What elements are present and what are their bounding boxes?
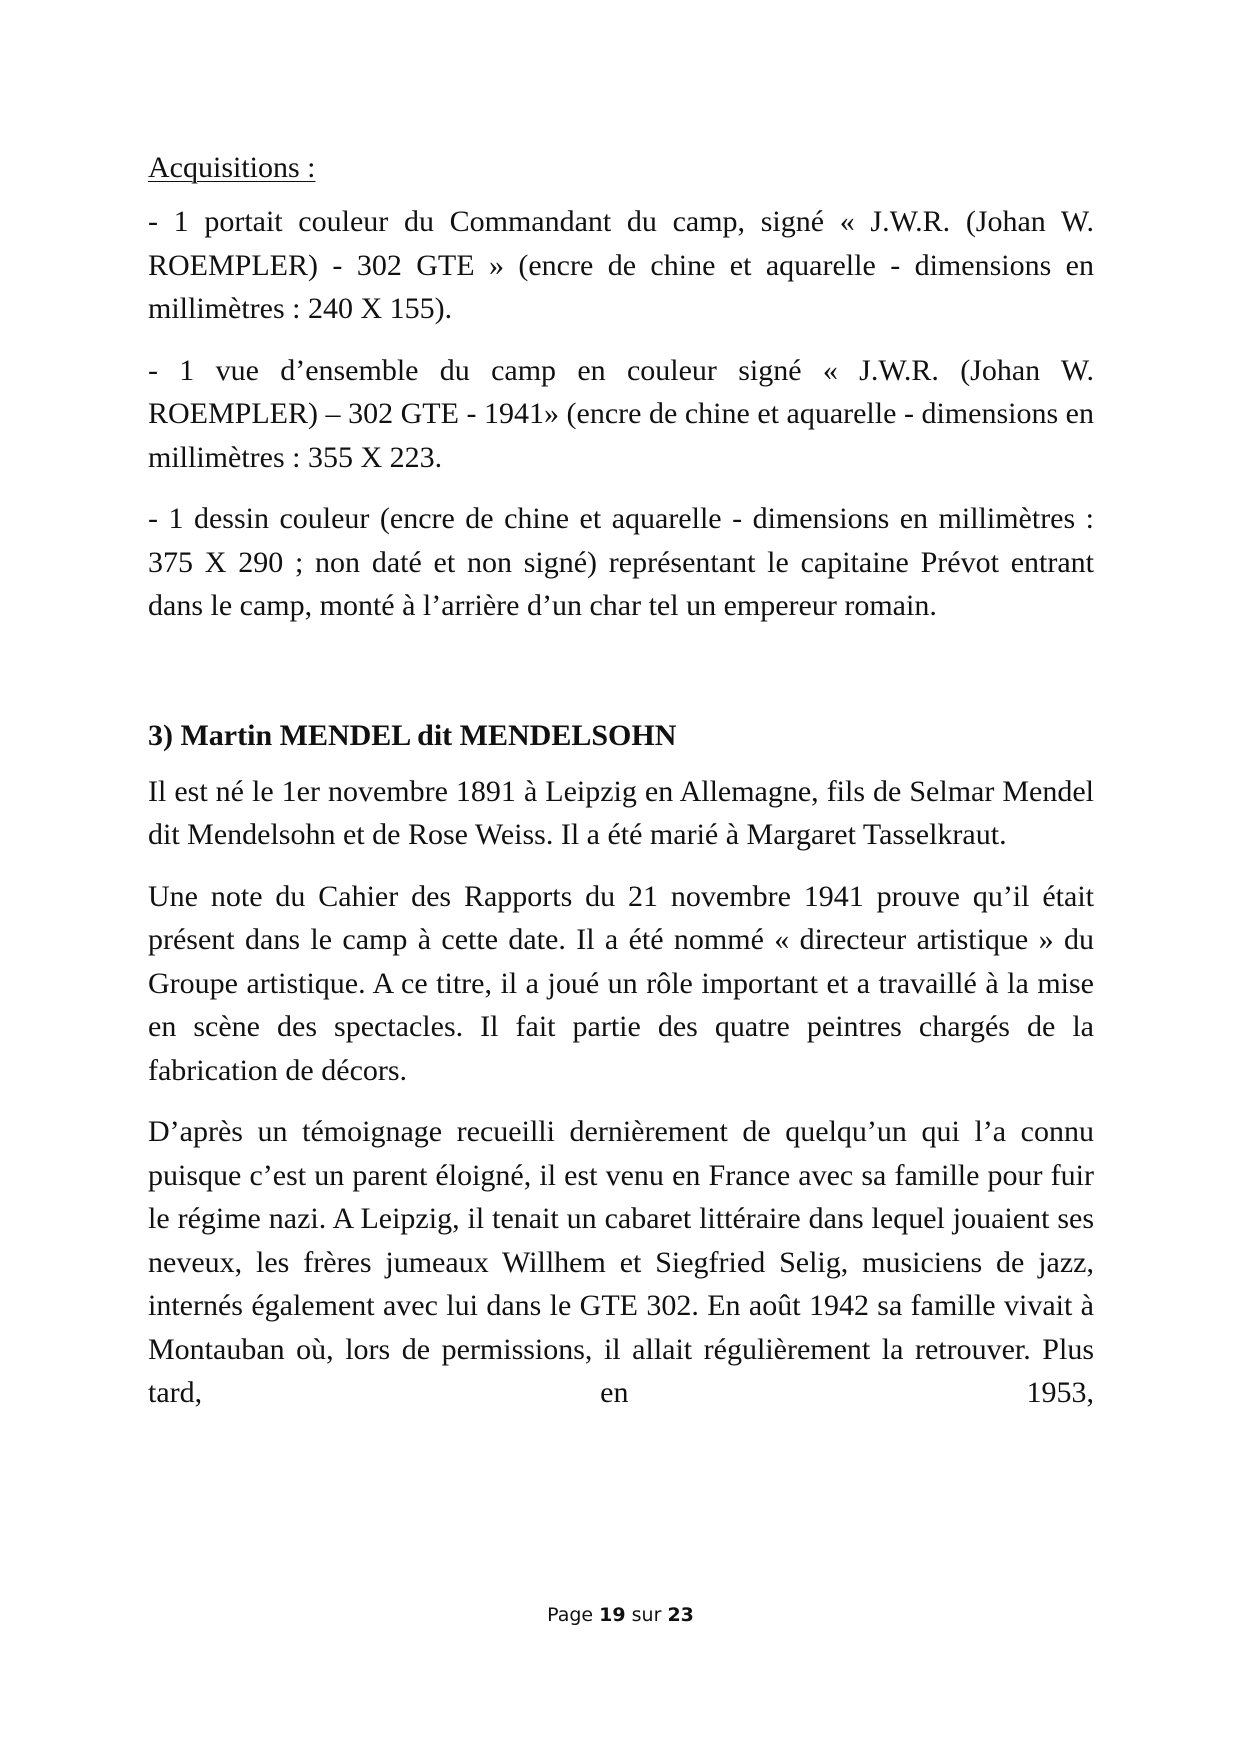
acquisitions-heading: Acquisitions : (148, 151, 316, 184)
footer-total-pages: 23 (667, 1604, 694, 1626)
acquisition-item-drawing: - 1 dessin couleur (encre de chine et aquarelle - dimensions en millimètres : 375 X 290 ; non daté et non signé) représentant le capitaine Prévot entrant dans le camp, monté à l’arrière d’un char tel un empereur romain. (148, 502, 1094, 622)
paragraph-testimony: D’après un témoignage recueilli dernièrement de quelqu’un qui l’a connu puisque c’est un parent éloigné, il est venu en France avec sa famille pour fuir le régime nazi. A Leipzig, il tenait un cabaret littéraire dans lequel jouaient ses neveux, les frères jumeaux Willhem et Siegfried Selig, musiciens de jazz, internés également avec lui dans le GTE 302. En août 1942 sa famille vivait à Montauban où, lors de permissions, il allait régulièrement la retrouver. Plus tard, en 1953, (148, 1115, 1094, 1409)
footer-of-word: sur (631, 1604, 662, 1626)
footer-page-number: 19 (599, 1604, 626, 1626)
paragraph-birth: Il est né le 1er novembre 1891 à Leipzig en Allemagne, fils de Selmar Mendel dit Mendelsohn et de Rose Weiss. Il a été marié à Margaret Tasselkraut. (148, 774, 1094, 851)
acquisition-item-camp-view: - 1 vue d’ensemble du camp en couleur signé « J.W.R. (Johan W. ROEMPLER) – 302 GTE - 1941» (encre de chine et aquarelle - dimensions en millimètres : 355 X 223. (148, 353, 1094, 474)
page-content (148, 146, 1094, 1433)
footer-page-word: Page (547, 1604, 594, 1626)
section-title: 3) Martin MENDEL dit MENDELSOHN (148, 718, 677, 752)
paragraph-artistic-director: Une note du Cahier des Rapports du 21 novembre 1941 prouve qu’il était présent dans le camp à cette date. Il a été nommé « directeur artistique » du Groupe artistique. A ce titre, il a joué un rôle important et a travaillé à la mise en scène des spectacles. Il fait partie des quatre peintres chargés de la fabrication de décors. (148, 879, 1094, 1087)
page-footer (0, 1604, 1241, 1626)
acquisition-item-portrait: - 1 portait couleur du Commandant du camp, signé « J.W.R. (Johan W. ROEMPLER) - 302 GTE » (encre de chine et aquarelle - dimensions en millimètres : 240 X 155). (148, 205, 1094, 325)
